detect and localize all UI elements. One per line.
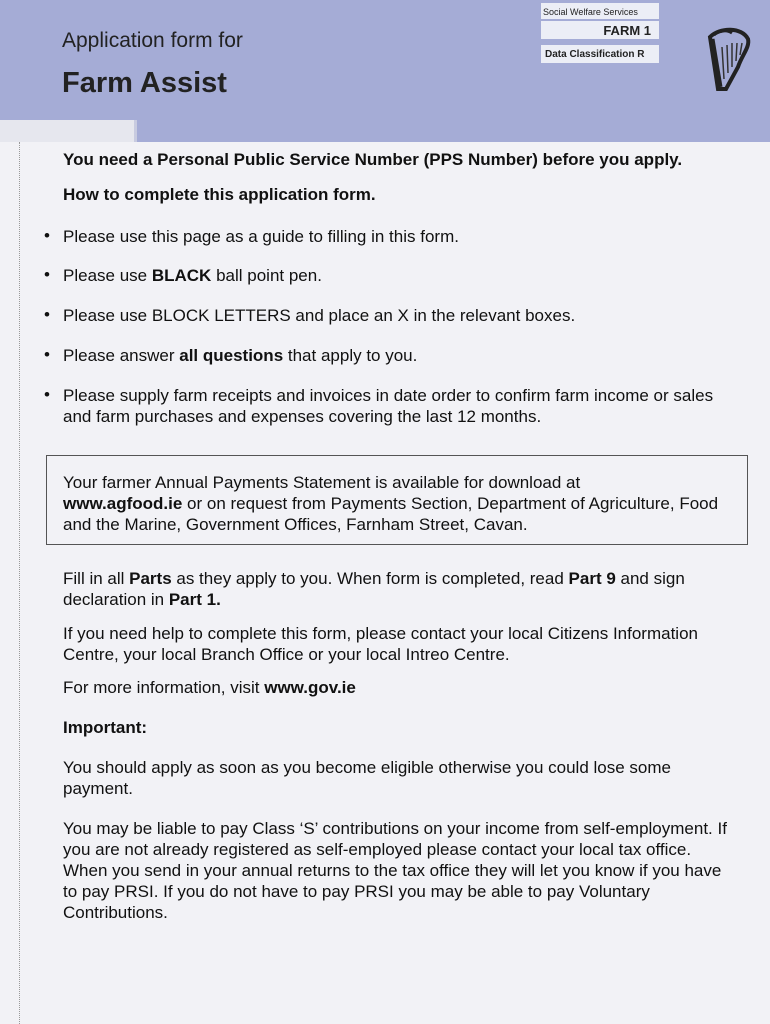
instruction-item: Please answer all questions that apply to you. (63, 346, 418, 365)
form-subtitle: Application form for (62, 29, 243, 52)
gov-link[interactable]: www.gov.ie (264, 678, 356, 697)
instruction-item: Please use this page as a guide to filling in this form. (63, 227, 459, 246)
apply-soon-paragraph: You should apply as soon as you become eligible otherwise you could lose some payment. (63, 758, 671, 798)
form-title: Farm Assist (62, 67, 227, 99)
bullet-icon: • (44, 305, 50, 324)
instruction-item: Please use BLOCK LETTERS and place an X in the relevant boxes. (63, 306, 576, 325)
fill-in-instructions: Fill in all Parts as they apply to you. When form is completed, read Part 9 and sign declaration in Part 1. (63, 569, 685, 609)
data-classification: Data Classification R (541, 45, 659, 63)
header-notch (134, 120, 137, 142)
agfood-link[interactable]: www.agfood.ie (63, 494, 183, 513)
harp-emblem-icon (702, 27, 752, 93)
bullet-icon: • (44, 265, 50, 284)
important-heading: Important: (63, 718, 148, 737)
header-strip (0, 120, 137, 142)
header-banner (0, 0, 770, 128)
how-to-heading: How to complete this application form. (63, 185, 376, 204)
class-s-paragraph: You may be liable to pay Class ‘S’ contributions on your income from self-employment. If you are not already registered as self-employed please contact your local tax office. When you send in your annual returns to the tax office they will let you know if you have to pay PRSI. If you do not have to pay PRSI you may be able to pay Voluntary Contributions. (63, 819, 727, 922)
payments-statement-notice: Your farmer Annual Payments Statement is available for download at www.agfood.ie or on request from Payments Section, Department of Agriculture, Food and the Marine, Government Offices, Farnham Street, Cavan. (46, 455, 748, 545)
bullet-icon: • (44, 385, 50, 404)
agency-label: Social Welfare Services (541, 3, 659, 19)
bullet-icon: • (44, 345, 50, 364)
help-paragraph: If you need help to complete this form, please contact your local Citizens Information Centre, your local Branch Office or your local Intreo Centre. (63, 624, 698, 664)
bullet-icon: • (44, 226, 50, 245)
instruction-item: Please use BLACK ball point pen. (63, 266, 322, 285)
more-info-line: For more information, visit www.gov.ie (63, 678, 356, 697)
pps-notice: You need a Personal Public Service Number (PPS Number) before you apply. (63, 150, 683, 169)
instruction-item: Please supply farm receipts and invoices in date order to confirm farm income or sales and farm purchases and expenses covering the last 12 months. (63, 386, 714, 426)
header-strip-right (137, 128, 770, 142)
margin-dotted-line (19, 142, 20, 1024)
form-code: FARM 1 (541, 21, 659, 39)
